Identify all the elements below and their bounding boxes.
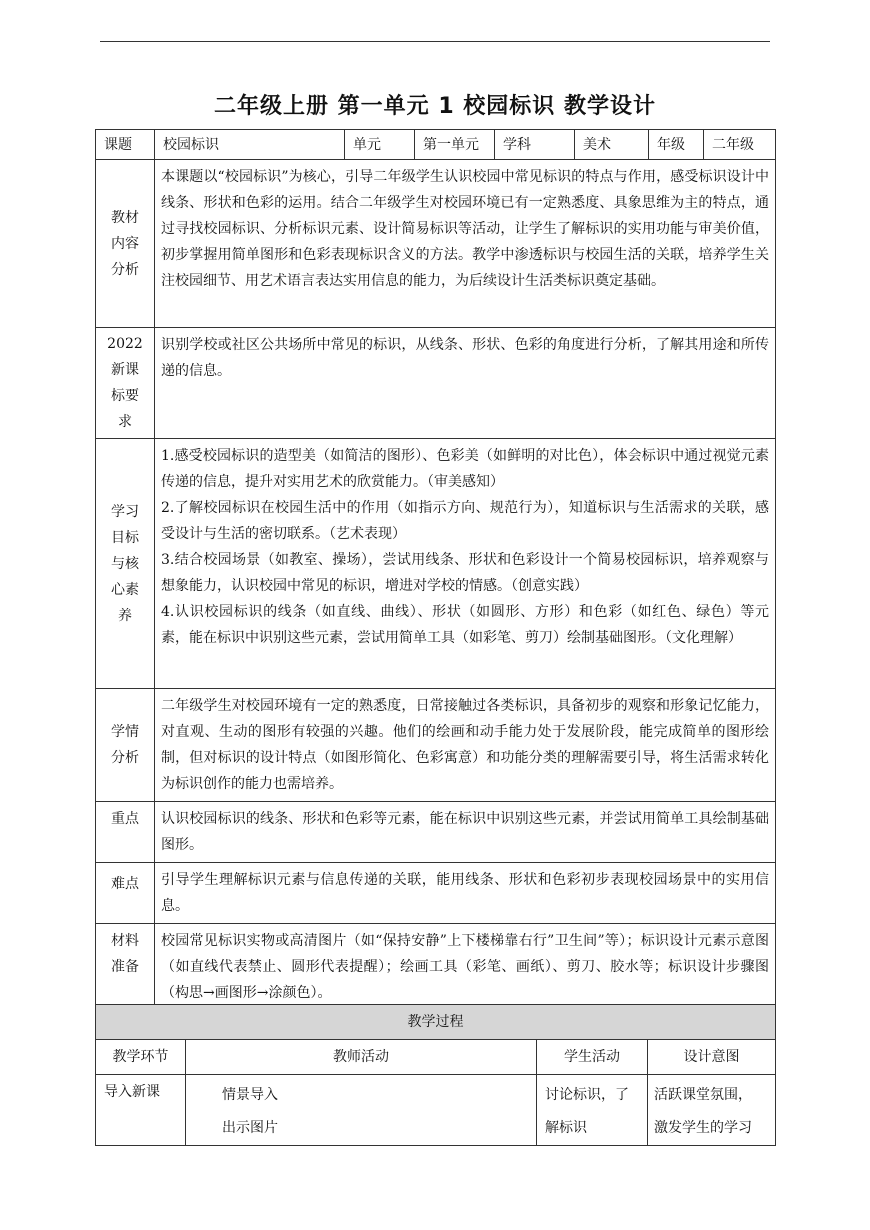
stage-header: 教学环节 xyxy=(96,1040,186,1075)
process-banner: 教学过程 xyxy=(96,1005,776,1040)
design-intent-cell: 活跃课堂氛围， 激发学生的学习 xyxy=(648,1075,776,1146)
objective-item: 1.感受校园标识的造型美（如简洁的图形）、色彩美（如鲜明的对比色），体会标识中通过视觉元素传递的信息，提升对实用艺术的欣赏能力。（审美感知） xyxy=(161,448,769,490)
student-activity-header: 学生活动 xyxy=(537,1040,648,1075)
teacher-activity-cell: 情景导入 出示图片 xyxy=(186,1075,537,1146)
objective-item: 3.结合校园场景（如教室、操场），尝试用线条、形状和色彩设计一个简易校园标识，培养观察与想象能力，认识校园中常见的标识，增进对学校的情感。（创意实践） xyxy=(161,552,769,594)
content-analysis-label: 教材 内容 分析 xyxy=(96,160,155,328)
learner-analysis-label: 学情 分析 xyxy=(96,689,155,802)
process-header-row xyxy=(96,1040,776,1075)
grade-value: 二年级 xyxy=(704,130,776,160)
key-points-label: 重点 xyxy=(96,802,155,863)
unit-value: 第一单元 xyxy=(415,130,495,160)
key-points-text: 认识校园标识的线条、形状和色彩等元素，能在标识中识别这些元素，并尝试用简单工具绘制基础图形。 xyxy=(155,802,776,863)
objectives-list xyxy=(155,439,776,689)
curriculum-standard-row xyxy=(96,328,776,439)
teaching-process-table xyxy=(95,1004,776,1146)
grade-label: 年级 xyxy=(649,130,704,160)
objectives-row xyxy=(96,439,776,689)
content-analysis-text: 本课题以“校园标识”为核心，引导二年级学生认识校园中常见标识的特点与作用，感受标识设计中线条、形状和色彩的运用。结合二年级学生对校园环境已有一定熟悉度、具象思维为主的特点，通过寻找校园标识、分析标识元素、设计简易标识等活动，让学生了解标识的实用功能与审美价值，初步掌握用简单图形和色彩表现标识含义的方法。教学中渗透标识与校园生活的关联，培养学生关注校园细节、用艺术语言表达实用信息的能力，为后续设计生活类标识奠定基础。 xyxy=(155,160,776,328)
subject-label: 学科 xyxy=(495,130,575,160)
learner-analysis-row xyxy=(96,689,776,802)
learner-analysis-text: 二年级学生对校园环境有一定的熟悉度，日常接触过各类标识，具备初步的观察和形象记忆能力，对直观、生动的图形有较强的兴趣。他们的绘画和动手能力处于发展阶段，能完成简单的图形绘制，但对标识的设计特点（如图形简化、色彩寓意）和功能分类的理解需要引导，将生活需求转化为标识创作的能力也需培养。 xyxy=(155,689,776,802)
subject-value: 美术 xyxy=(575,130,649,160)
header-row xyxy=(96,130,776,160)
difficulties-row xyxy=(96,863,776,924)
header-rule xyxy=(100,41,770,42)
topic-value: 校园标识 xyxy=(155,130,345,160)
objective-item: 4.认识校园标识的线条（如直线、曲线）、形状（如圆形、方形）和色彩（如红色、绿色）等元素，能在标识中识别这些元素，尝试用简单工具（如彩笔、剪刀）绘制基础图形。（文化理解） xyxy=(161,604,769,646)
design-intent-header: 设计意图 xyxy=(648,1040,776,1075)
materials-label: 材料 准备 xyxy=(96,924,155,1011)
key-points-row xyxy=(96,802,776,863)
difficulties-text: 引导学生理解标识元素与信息传递的关联，能用线条、形状和色彩初步表现校园场景中的实用信息。 xyxy=(155,863,776,924)
materials-row xyxy=(96,924,776,1011)
lesson-info-table xyxy=(95,129,776,1011)
document-title: 二年级上册 第一单元 1 校园标识 教学设计 xyxy=(214,94,656,119)
curriculum-standard-text: 识别学校或社区公共场所中常见的标识，从线条、形状、色彩的角度进行分析，了解其用途和所传递的信息。 xyxy=(155,328,776,439)
stage-cell: 导入新课 xyxy=(96,1075,186,1146)
objective-item: 2.了解校园标识在校园生活中的作用（如指示方向、规范行为），知道标识与生活需求的关联，感受设计与生活的密切联系。（艺术表现） xyxy=(161,500,769,542)
content-analysis-row xyxy=(96,160,776,328)
student-activity-cell: 讨论标识，了 解标识 xyxy=(537,1075,648,1146)
materials-text: 校园常见标识实物或高清图片（如“保持安静”上下楼梯靠右行”卫生间”等）；标识设计元素示意图（如直线代表禁止、圆形代表提醒）；绘画工具（彩笔、画纸）、剪刀、胶水等；标识设计步骤图（构思→画图形→涂颜色）。 xyxy=(155,924,776,1011)
process-row xyxy=(96,1075,776,1146)
objectives-label: 学习 目标 与核 心素 养 xyxy=(96,439,155,689)
unit-label: 单元 xyxy=(345,130,415,160)
topic-label: 课题 xyxy=(96,130,155,160)
teacher-activity-header: 教师活动 xyxy=(186,1040,537,1075)
curriculum-standard-label: 2022 新课 标要 求 xyxy=(96,328,155,439)
difficulties-label: 难点 xyxy=(96,863,155,924)
